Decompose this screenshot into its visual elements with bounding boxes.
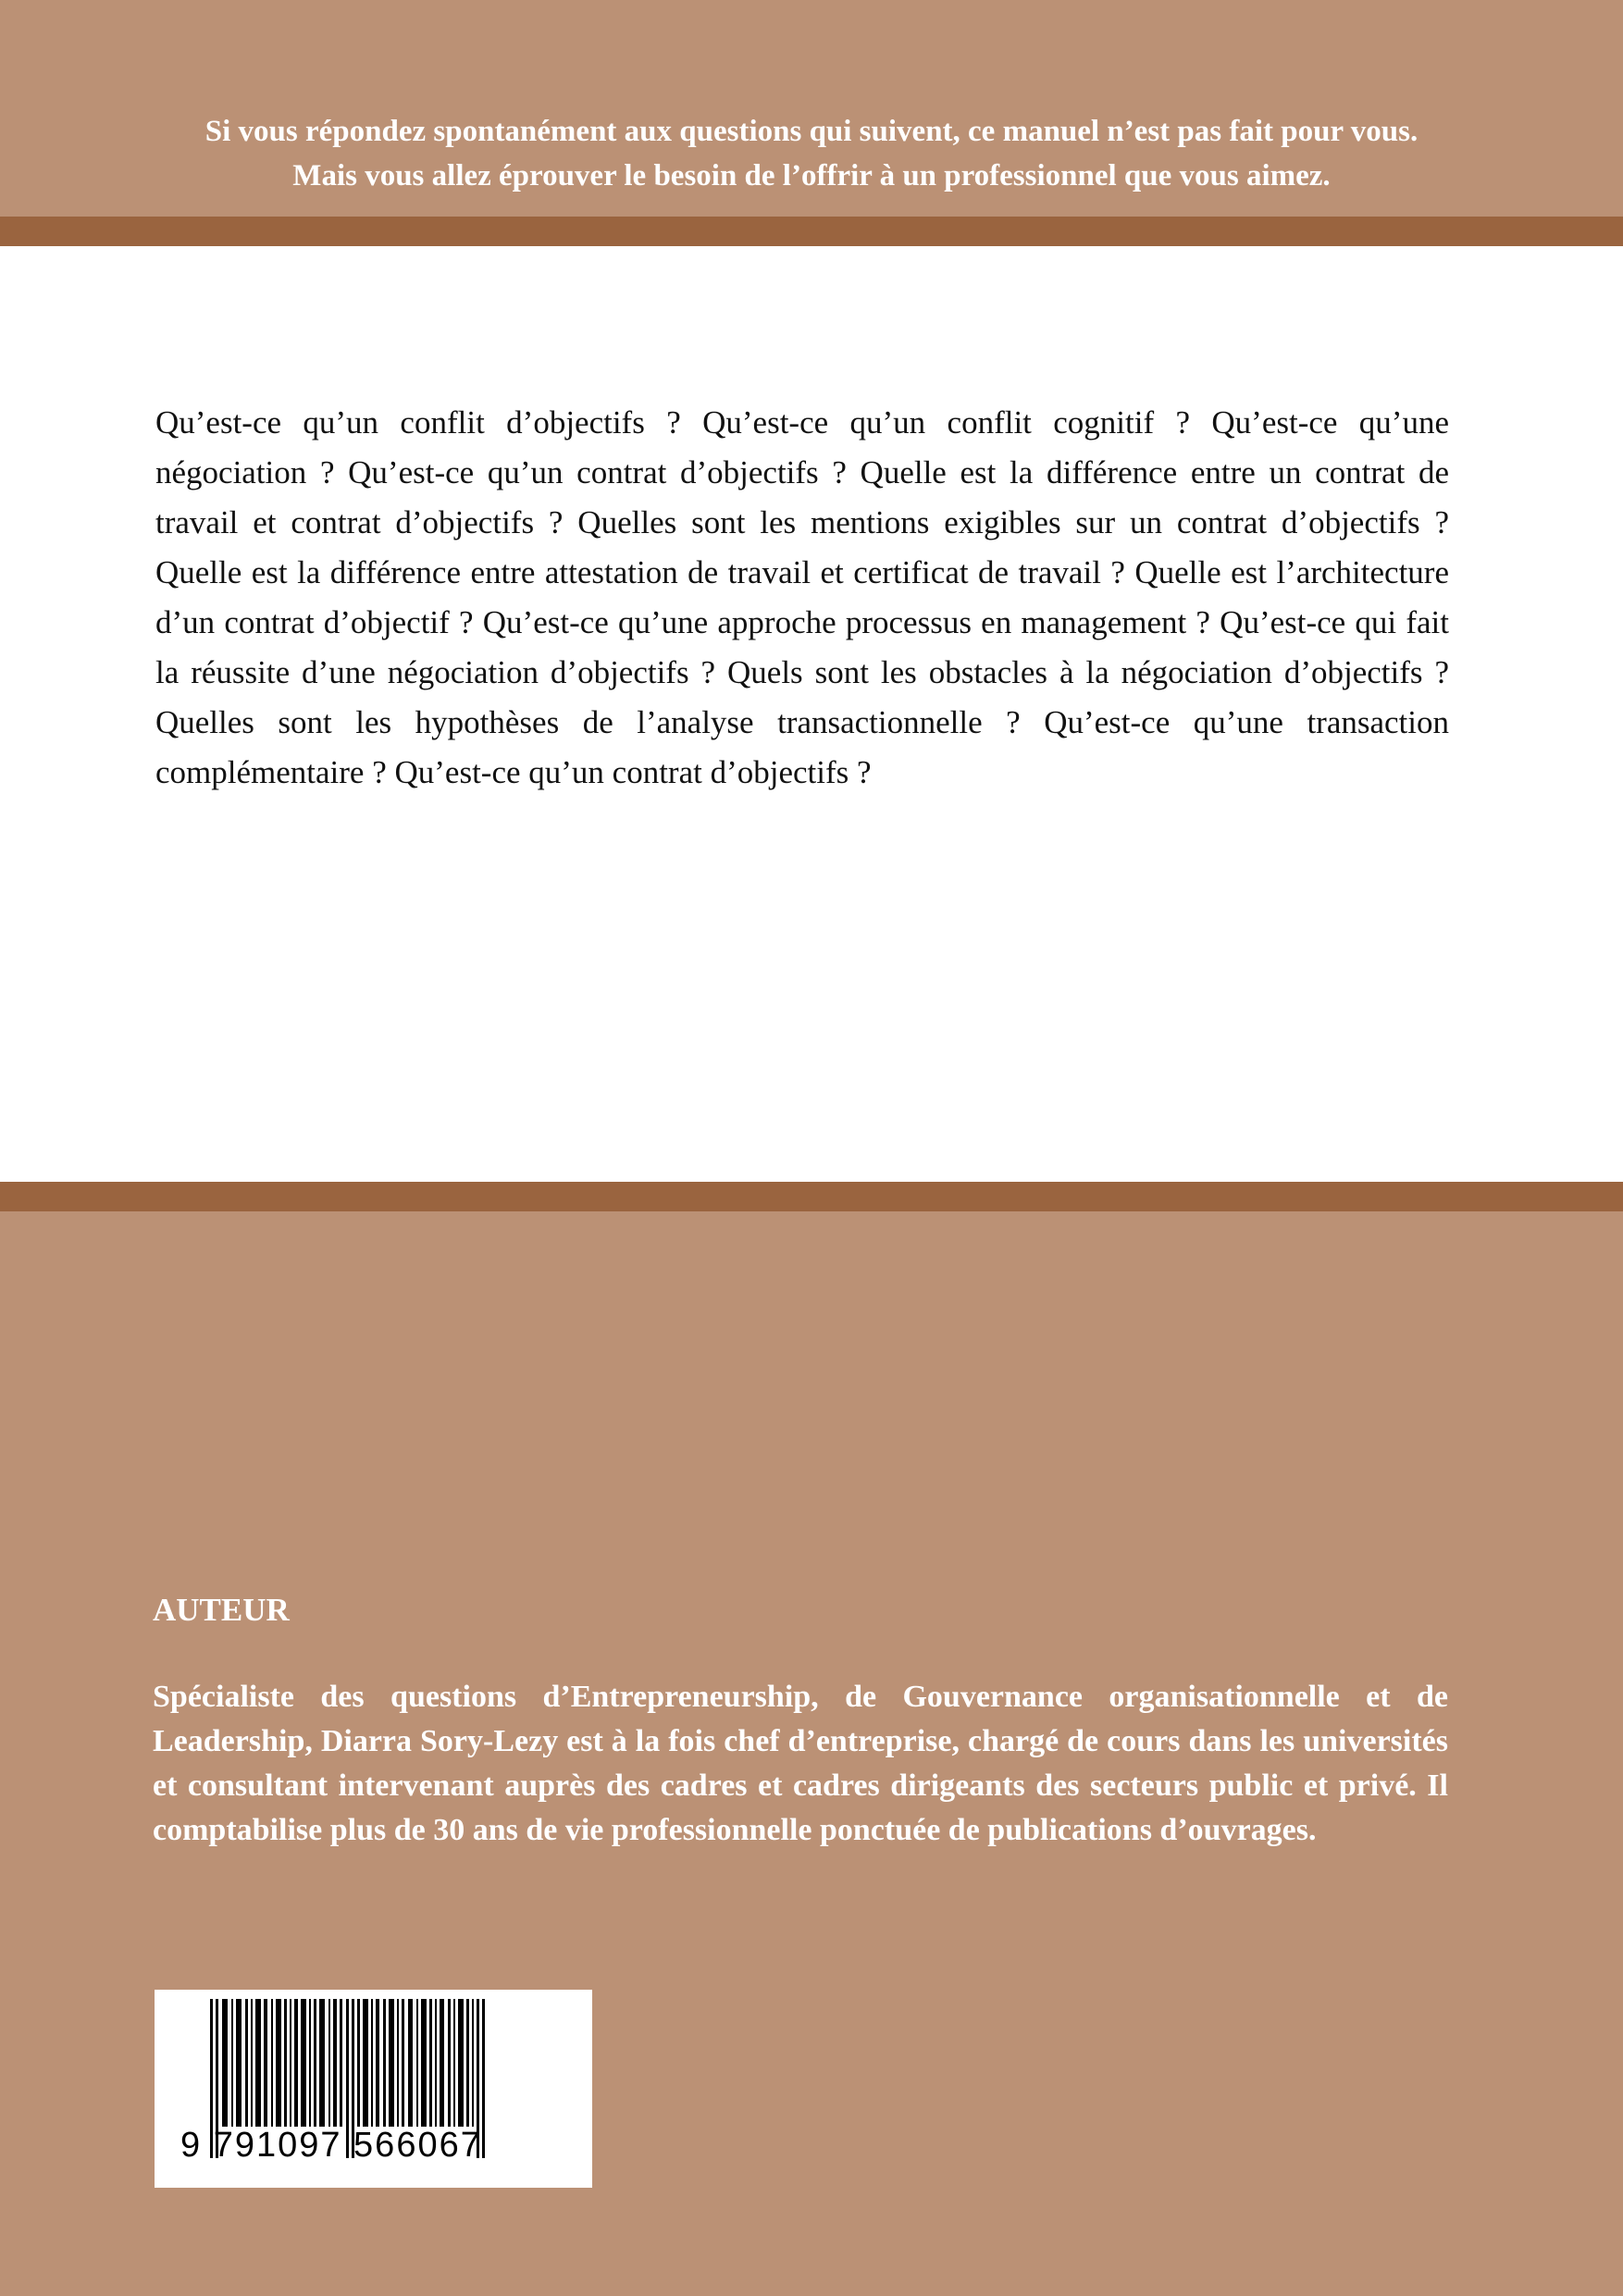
questions-paragraph: Qu’est-ce qu’un conflit d’objectifs ? Qu’est-ce qu’un conflit cognitif ? Qu’est-ce qu’une négociation ? Qu’est-ce qu’un contrat d’objectifs ? Quelle est la différence entre un contrat de travail et contrat d’objectifs ? Quelles sont les mentions exigibles sur un contrat d’objectifs ? Quelle est la différence entre attestation de travail et certificat de travail ? Quelle est l’architecture d’un contrat d’objectif ? Qu’est-ce qu’une approche processus en management ? Qu’est-ce qui fait la réussite d’une négociation d’objectifs ? Quels sont les obstacles à la négociation d’objectifs ? Quelles sont les hypothèses de l’analyse transactionnelle ? Qu’est-ce qu’une transaction complémentaire ? Qu’est-ce qu’un contrat d’objectifs ? <box>155 404 1449 790</box>
barcode-number: 9 791097 566067 <box>180 2126 482 2165</box>
bottom-stripe <box>0 1182 1623 1211</box>
tagline <box>0 109 1623 198</box>
top-stripe <box>0 217 1623 246</box>
author-heading: AUTEUR <box>153 1592 290 1628</box>
tagline-line-2: Mais vous allez éprouver le besoin de l’offrir à un professionnel que vous aimez. <box>292 159 1331 192</box>
tagline-line-1: Si vous répondez spontanément aux questions qui suivent, ce manuel n’est pas fait pour vous. <box>204 115 1419 148</box>
author-bio: Spécialiste des questions d’Entrepreneurship, de Gouvernance organisationnelle et de Leadership, Diarra Sory-Lezy est à la fois chef d’entreprise, chargé de cours dans les universités et consultant intervenant auprès des cadres et cadres dirigeants des secteurs public et privé. Il comptabilise plus de 30 ans de vie professionnelle ponctuée de publications d’ouvrages. <box>153 1680 1448 1847</box>
barcode <box>155 1990 592 2188</box>
